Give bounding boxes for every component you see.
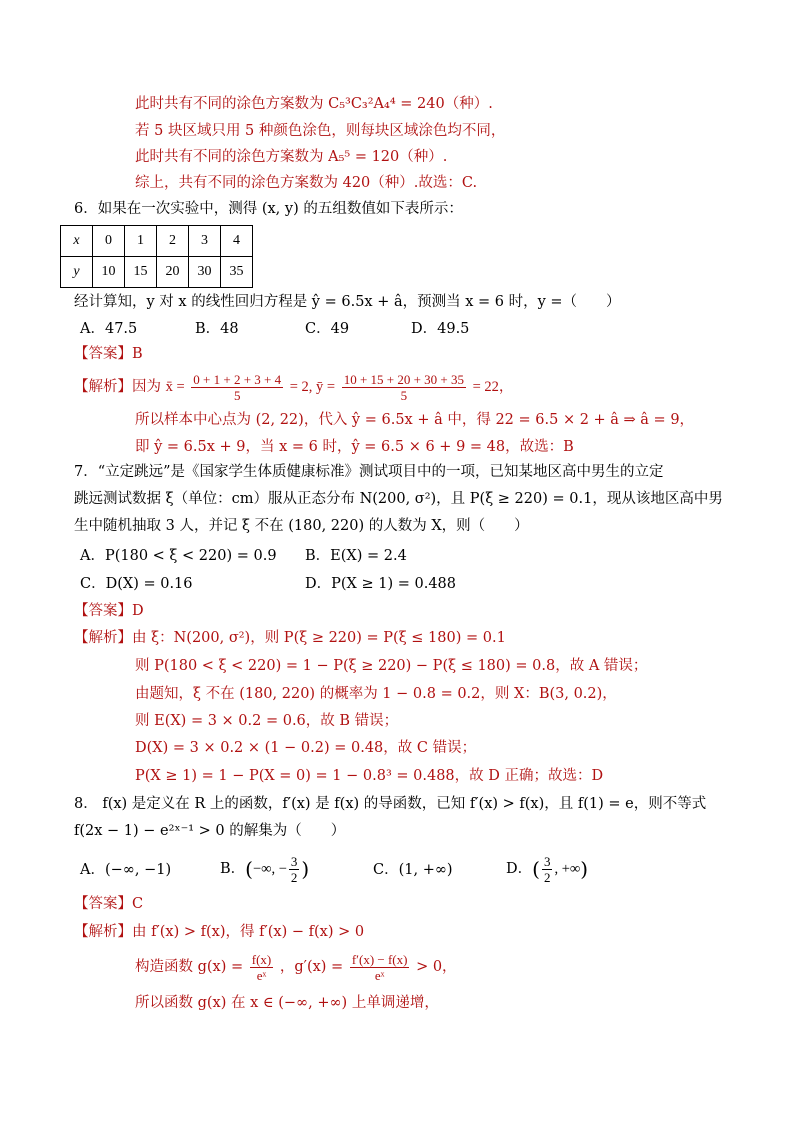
q6-option-d: D．49.5 [411, 321, 470, 337]
y-mean-fraction [342, 372, 466, 403]
y-mean-result: = 22， [472, 379, 514, 395]
q6-stem: 6．如果在一次实验中，测得 (x, y) 的五组数值如下表所示： [74, 201, 463, 217]
table-cell: 4 [221, 226, 253, 257]
analysis-tag: 【解析】 [74, 630, 132, 646]
q7-analysis-line-4: 则 E(X) = 3 × 0.2 = 0.6，故 B 错误； [135, 713, 399, 729]
q8-answer [74, 894, 143, 914]
table-row [61, 226, 253, 257]
q6-option-c: C．49 [305, 321, 350, 337]
table-cell: y [61, 257, 93, 288]
fraction-denominator: 2 [543, 869, 551, 885]
q7-stem-2: 跳远测试数据 ξ（单位：cm）服从正态分布 N(200, σ²)，且 P(ξ ≥ 220) = 0.1，现从该地区高中男 [74, 491, 723, 507]
analysis-text: 因为 [132, 379, 161, 395]
table-cell: x [61, 226, 93, 257]
table-cell: 0 [93, 226, 125, 257]
q6-analysis-line-1 [74, 371, 513, 403]
table-cell: 30 [189, 257, 221, 288]
x-bar-label: x̄ = [165, 379, 185, 395]
answer-tag: 【答案】 [74, 603, 132, 619]
q7-option-a: A．P(180 < ξ < 220) = 0.9 [80, 548, 277, 564]
fraction-numerator: 10 + 15 + 20 + 30 + 35 [343, 371, 465, 387]
table-cell: 3 [189, 226, 221, 257]
q7-option-b: B．E(X) = 2.4 [305, 548, 407, 564]
q6-option-b: B．48 [195, 321, 239, 337]
analysis-text: 由 ξ：N(200, σ²)，则 P(ξ ≥ 220) = P(ξ ≤ 180) = 0.1 [132, 630, 506, 646]
analysis-text: > 0， [416, 959, 457, 975]
table-cell: 15 [125, 257, 157, 288]
table-cell: 35 [221, 257, 253, 288]
q7-analysis-line-2: 则 P(180 < ξ < 220) = 1 − P(ξ ≥ 220) − P(ξ ≤ 180) = 0.8，故 A 错误； [135, 658, 648, 674]
g-prime-fraction [350, 952, 410, 983]
fraction-numerator: f′(x) − f(x) [351, 951, 408, 967]
option-fraction [289, 854, 300, 885]
fraction-denominator: eˣ [256, 967, 267, 983]
q8-option-a: A．(−∞, −1) [80, 862, 172, 878]
q8-option-d: D．( $\frac{3}{2}$ , +∞) [506, 853, 589, 885]
answer-tag: 【答案】 [74, 346, 132, 362]
analysis-text: ，g′(x) = [279, 959, 344, 975]
interval-text: −∞, − [252, 861, 287, 877]
q7-option-d: D．P(X ≥ 1) = 0.488 [305, 576, 456, 592]
x-mean-fraction [191, 372, 283, 403]
q7-analysis-line-5: D(X) = 3 × 0.2 × (1 − 0.2) = 0.48，故 C 错误； [135, 740, 477, 756]
q8-stem-2: f(2x − 1) − e²ˣ⁻¹ > 0 的解集为（ ） [74, 823, 346, 839]
q6-analysis-line-2: 所以样本中心点为 (2, 22)，代入 ŷ = 6.5x + â 中，得 22 = 6.5 × 2 + â ⇒ â = 9， [135, 412, 695, 428]
fraction-denominator: 5 [400, 387, 408, 403]
g-fraction [250, 952, 274, 983]
analysis-tag: 【解析】 [74, 379, 132, 395]
answer-value: C [132, 896, 144, 912]
q5-line-2: 若 5 块区域只用 5 种颜色涂色，则每块区域涂色均不同， [135, 123, 506, 139]
answer-value: B [132, 346, 143, 362]
option-label: B． [220, 861, 246, 877]
q7-analysis-line-1 [74, 628, 506, 648]
q6-data-table [60, 225, 253, 288]
q7-analysis-line-3: 由题知，ξ 不在 (180, 220) 的概率为 1 − 0.8 = 0.2，则 X：B(3, 0.2)， [135, 686, 617, 702]
option-label: D． [506, 861, 533, 877]
q7-stem-3: 生中随机抽取 3 人，并记 ξ 不在 (180, 220) 的人数为 X，则（ ） [74, 518, 529, 534]
q5-line-4: 综上，共有不同的涂色方案数为 420（种）.故选：C. [135, 175, 478, 191]
q5-line-1: 此时共有不同的涂色方案数为 C₅³C₃²A₄⁴ = 240（种）. [135, 96, 493, 112]
analysis-text: 构造函数 g(x) = [135, 959, 244, 975]
table-row [61, 257, 253, 288]
q6-stem-2: 经计算知，y 对 x 的线性回归方程是 ŷ = 6.5x + â，预测当 x = 6 时，y =（ ） [74, 294, 621, 310]
table-cell: 1 [125, 226, 157, 257]
table-cell: 2 [157, 226, 189, 257]
fraction-numerator: 3 [543, 853, 551, 869]
q7-answer [74, 601, 144, 621]
table-cell: 10 [93, 257, 125, 288]
interval-text: , +∞ [554, 861, 581, 877]
q6-answer [74, 344, 143, 364]
q8-analysis-line-3: 所以函数 g(x) 在 x ∈ (−∞, +∞) 上单调递增， [135, 995, 439, 1011]
analysis-text: 由 f′(x) > f(x)，得 f′(x) − f(x) > 0 [132, 924, 365, 940]
q8-option-b: B．(−∞, − $\frac{3}{2}$ ) [220, 853, 310, 885]
fraction-numerator: 0 + 1 + 2 + 3 + 4 [193, 371, 282, 387]
q6-analysis-line-3: 即 ŷ = 6.5x + 9，当 x = 6 时，ŷ = 6.5 × 6 + 9 = 48，故选：B [135, 439, 574, 455]
q6-option-a: A．47.5 [80, 321, 138, 337]
answer-value: D [132, 603, 144, 619]
fraction-numerator: f(x) [251, 951, 272, 967]
table-cell: 20 [157, 257, 189, 288]
analysis-tag: 【解析】 [74, 924, 132, 940]
q8-stem-1: 8． f(x) 是定义在 R 上的函数，f′(x) 是 f(x) 的导函数，已知 f′(x) > f(x)，且 f(1) = e，则不等式 [74, 796, 707, 812]
q5-line-3: 此时共有不同的涂色方案数为 A₅⁵ = 120（种）. [135, 149, 448, 165]
answer-tag: 【答案】 [74, 896, 132, 912]
q8-analysis-line-1 [74, 922, 364, 942]
q7-stem-1: 7．“立定跳远”是《国家学生体质健康标准》测试项目中的一项，已知某地区高中男生的立定 [74, 464, 664, 480]
q8-option-c: C．(1, +∞) [373, 862, 453, 878]
fraction-denominator: 2 [290, 869, 298, 885]
fraction-denominator: 5 [233, 387, 241, 403]
y-bar-label: = 2, ȳ = [289, 379, 336, 395]
q7-analysis-line-6: P(X ≥ 1) = 1 − P(X = 0) = 1 − 0.8³ = 0.488，故 D 正确；故选：D [135, 768, 604, 784]
option-fraction [542, 854, 553, 885]
q7-option-c: C．D(X) = 0.16 [80, 576, 193, 592]
fraction-denominator: eˣ [374, 967, 385, 983]
fraction-numerator: 3 [290, 853, 298, 869]
q8-analysis-line-2 [135, 950, 457, 984]
